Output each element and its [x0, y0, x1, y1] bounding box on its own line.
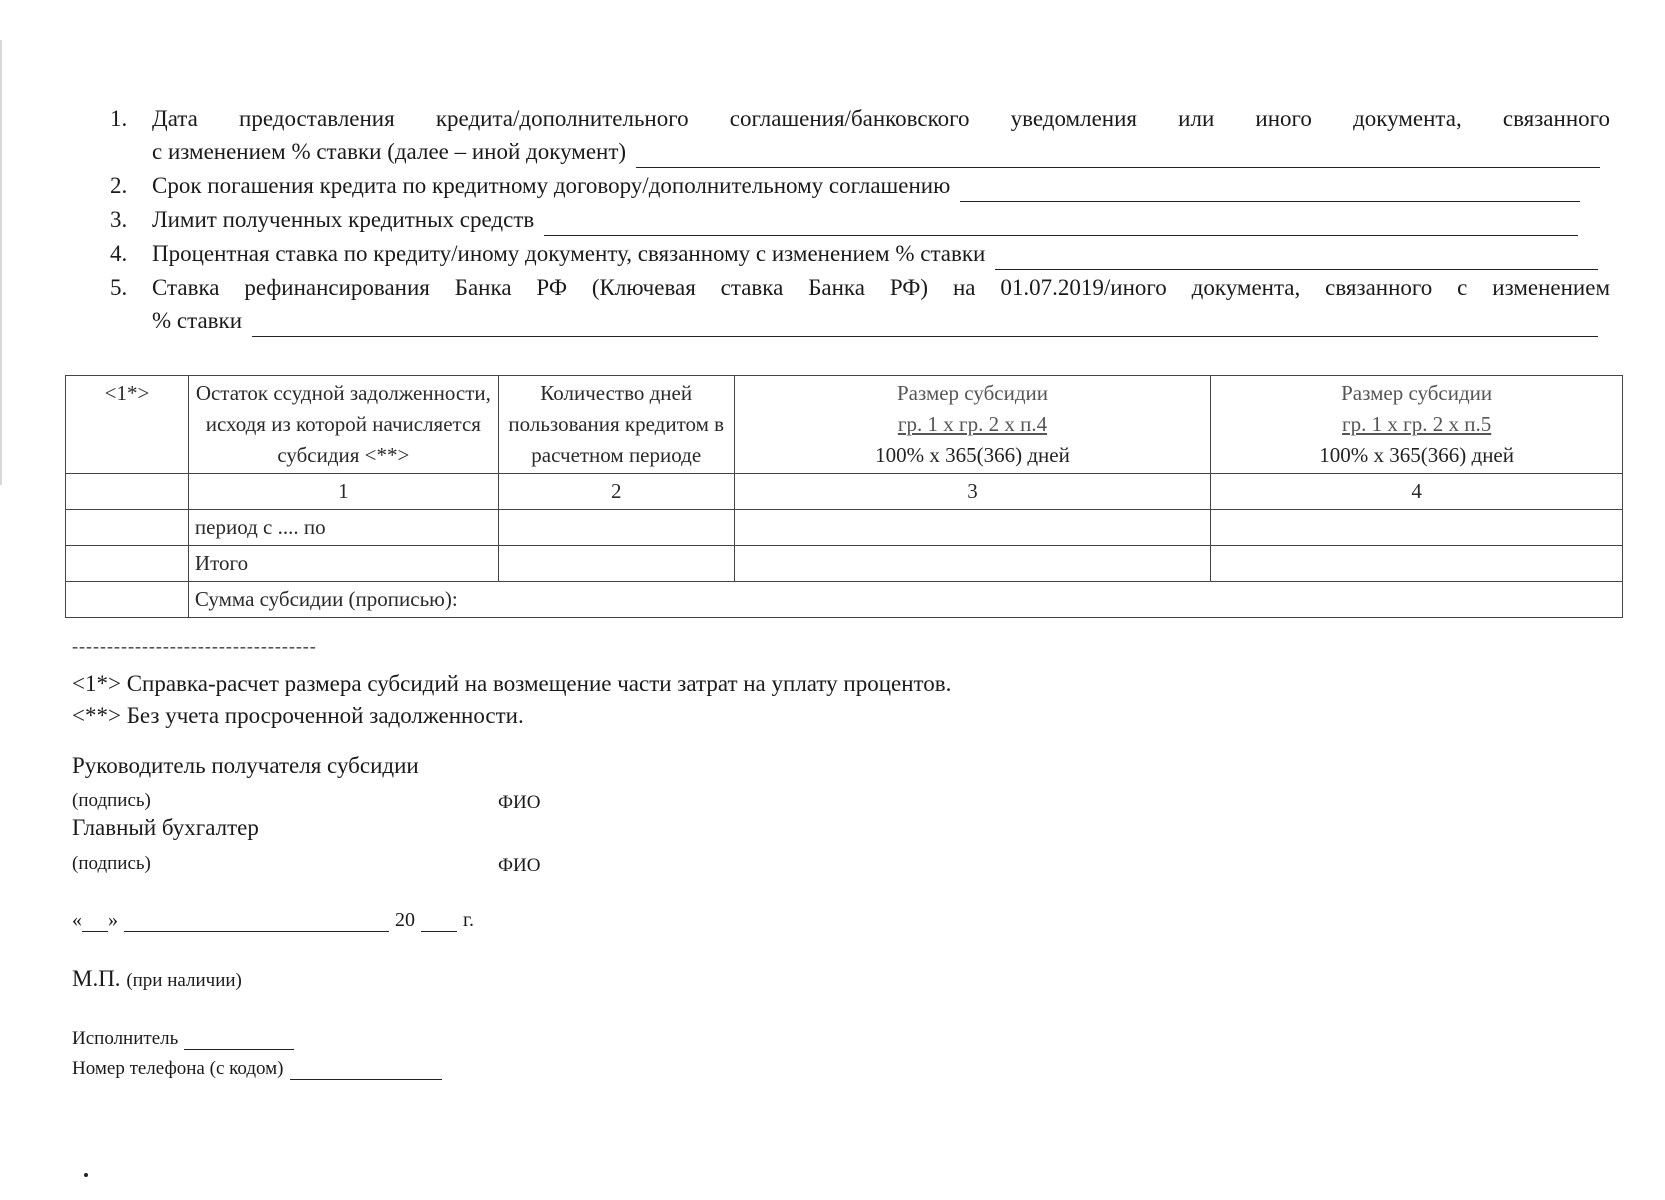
- stamp-label: М.П.: [72, 966, 121, 991]
- table-row: [66, 582, 1623, 618]
- table-row: [66, 546, 1623, 582]
- list-item: [110, 169, 1610, 202]
- phone-line: [72, 1058, 442, 1080]
- column-number: 4: [1211, 474, 1623, 510]
- phone-label: Номер телефона (с кодом): [72, 1058, 284, 1079]
- fio-caption: ФИО: [498, 792, 541, 813]
- column-number-row: [66, 474, 1623, 510]
- header-denominator: 100% х 365(366) дней: [1319, 443, 1514, 467]
- fill-in-line[interactable]: [960, 177, 1580, 202]
- footnote: <1*> Справка-расчет размера субсидий на возмещение части затрат на уплату процентов.: [72, 671, 952, 696]
- item-number: 2.: [110, 173, 128, 198]
- item-text: Лимит полученных кредитных средств: [152, 207, 535, 232]
- item-text: Процентная ставка по кредиту/иному документу, связанному с изменением % ставки: [152, 241, 986, 266]
- list-item: [110, 237, 1610, 270]
- table-cell: [66, 582, 189, 618]
- table-cell-input[interactable]: [734, 546, 1211, 582]
- stamp-place: [72, 966, 242, 992]
- day-field[interactable]: [82, 911, 108, 932]
- header-denominator: 100% х 365(366) дней: [875, 443, 1070, 467]
- item-text: Ставка рефинансирования Банка РФ (Ключевая ставка Банка РФ) на 01.07.2019/иного документа, связанного с изменением: [152, 275, 1610, 300]
- table-cell: [66, 474, 189, 510]
- item-text: % ставки: [152, 308, 243, 333]
- executor-field[interactable]: [184, 1031, 294, 1050]
- item-number: 4.: [110, 241, 128, 266]
- footnote-separator: -----------------------------------: [72, 636, 317, 656]
- table-cell-input[interactable]: [498, 510, 734, 546]
- table-cell-input[interactable]: [498, 546, 734, 582]
- year-prefix: 20: [395, 909, 415, 931]
- table-cell: [66, 546, 189, 582]
- header-formula: гр. 1 х гр. 2 х п.4: [897, 412, 1048, 436]
- executor-label: Исполнитель: [72, 1028, 179, 1049]
- item-text: Срок погашения кредита по кредитному договору/дополнительному соглашению: [152, 173, 951, 198]
- header-title: Размер субсидии: [1341, 381, 1493, 405]
- year-suffix: г.: [463, 909, 474, 931]
- fill-in-line[interactable]: [252, 312, 1598, 337]
- signature-caption: (подпись): [72, 853, 151, 874]
- stamp-note: (при наличии): [126, 970, 242, 991]
- list-item: [110, 102, 1610, 168]
- header-cell-ref: <1*>: [66, 376, 189, 474]
- column-number: 3: [734, 474, 1211, 510]
- footnotes: [72, 668, 951, 732]
- signature-caption: (подпись): [72, 790, 151, 811]
- item-number: 3.: [110, 207, 128, 232]
- date-quote-close: »: [108, 909, 118, 931]
- scan-speck: [84, 1173, 88, 1177]
- header-cell-days: Количество дней пользования кредитом в расчетном периоде: [498, 376, 734, 474]
- header-cell-subsidy-p4: [734, 376, 1211, 474]
- table-cell-input[interactable]: [734, 510, 1211, 546]
- executor-line: [72, 1028, 294, 1050]
- header-cell-subsidy-p5: [1211, 376, 1623, 474]
- accountant-signature-label: Главный бухгалтер: [72, 815, 259, 840]
- header-title: Размер субсидии: [896, 381, 1048, 405]
- header-formula: гр. 1 х гр. 2 х п.5: [1342, 412, 1492, 436]
- subsidy-calculation-table: [65, 375, 1623, 618]
- phone-field[interactable]: [290, 1061, 442, 1080]
- date-quote-open: «: [72, 909, 82, 931]
- fill-in-line[interactable]: [995, 245, 1598, 270]
- list-item: [110, 203, 1610, 236]
- table-cell-input[interactable]: [1211, 510, 1623, 546]
- footnote: <**> Без учета просроченной задолженности.: [72, 703, 524, 728]
- requisites-list: [110, 102, 1610, 338]
- item-number: 5.: [110, 275, 128, 300]
- table-header-row: [66, 376, 1623, 474]
- head-signature-label: Руководитель получателя субсидии: [72, 753, 419, 778]
- subsidy-sum-in-words[interactable]: Сумма субсидии (прописью):: [188, 582, 1622, 618]
- year-field[interactable]: [421, 911, 457, 932]
- scan-edge-mark: [0, 40, 2, 485]
- total-label: Итого: [188, 546, 498, 582]
- column-number: 1: [188, 474, 498, 510]
- table-cell-input[interactable]: [1211, 546, 1623, 582]
- fio-caption: ФИО: [498, 855, 541, 876]
- date-line: [72, 909, 474, 932]
- list-item: [110, 271, 1610, 337]
- fill-in-line[interactable]: [544, 211, 1578, 236]
- column-number: 2: [498, 474, 734, 510]
- table-row: [66, 510, 1623, 546]
- item-text: Дата предоставления кредита/дополнительного соглашения/банковского уведомления или иного документа, связанного: [152, 106, 1610, 131]
- table-cell: [66, 510, 189, 546]
- header-cell-balance: Остаток ссудной задолженности, исходя из которой начисляется субсидия <**>: [188, 376, 498, 474]
- month-field[interactable]: [124, 911, 389, 932]
- period-label: период с .... по: [188, 510, 498, 546]
- item-number: 1.: [110, 106, 128, 131]
- item-text: с изменением % ставки (далее – иной документ): [152, 139, 627, 164]
- fill-in-line[interactable]: [636, 143, 1600, 168]
